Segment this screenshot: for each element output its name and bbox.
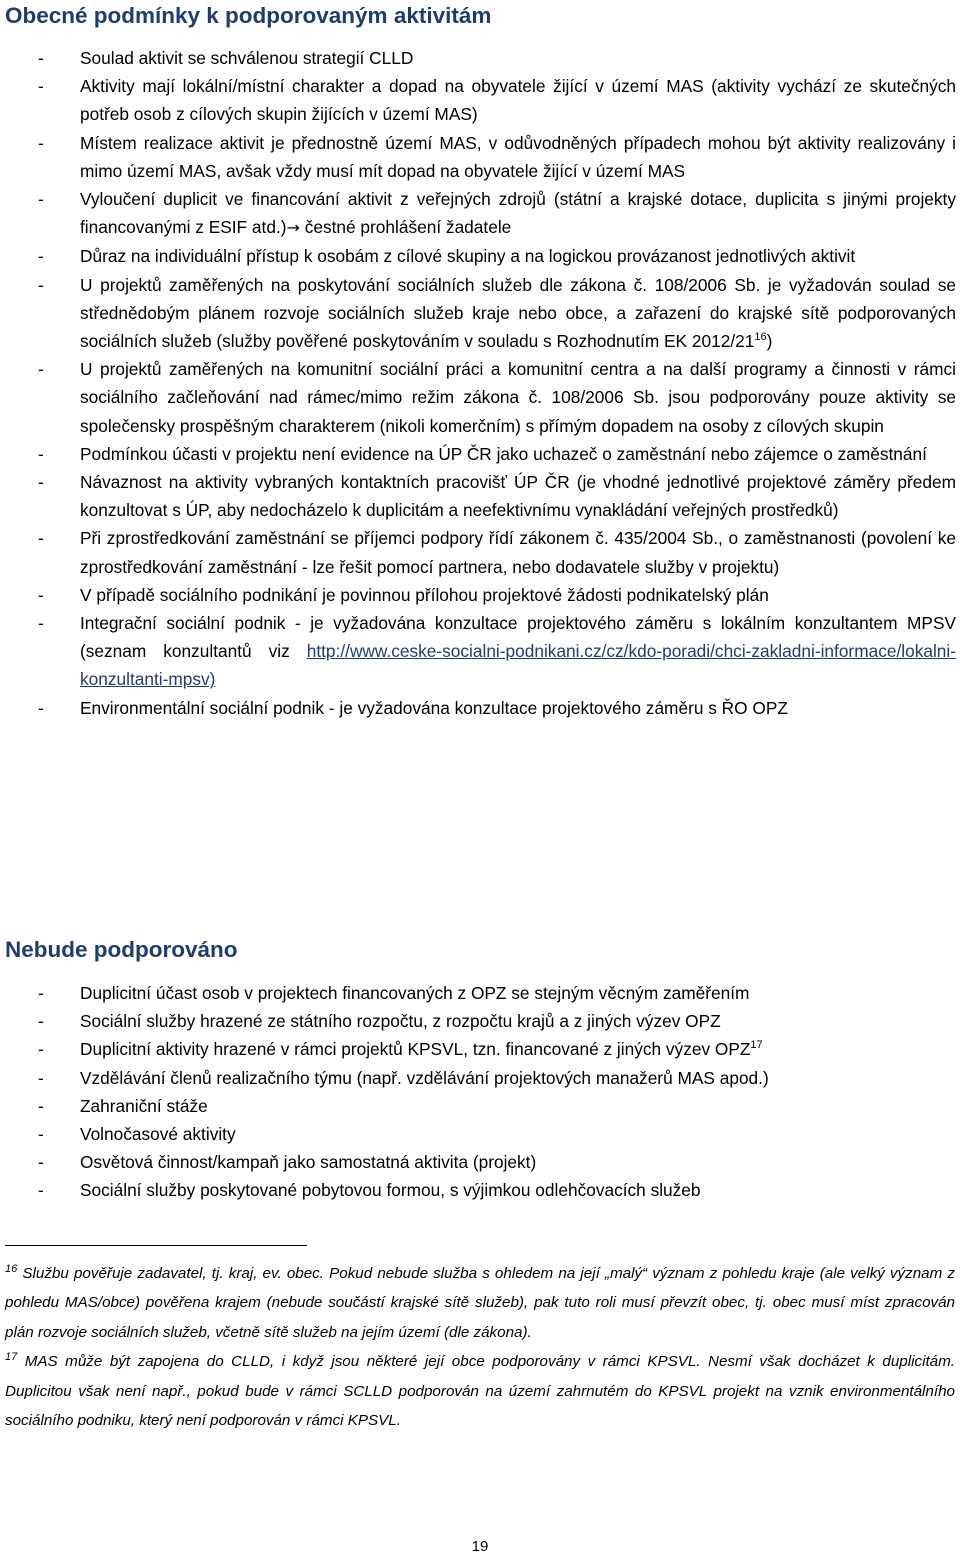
list-dash: - bbox=[38, 613, 44, 634]
footnote-ref[interactable]: 17 bbox=[750, 1039, 763, 1052]
list-item-text: Důraz na individuální přístup k osobám z cílové skupiny a na logickou provázanost jednotlivých aktivit bbox=[80, 246, 856, 267]
list-dash: - bbox=[38, 528, 44, 549]
not-supported-list bbox=[0, 979, 960, 1205]
list-item bbox=[0, 694, 960, 722]
consultants-link[interactable]: http://www.ceske-socialni-podnikani.cz/cz/kdo-poradi/chci-zakladni-informace/lokalni-konzultanti-mpsv) bbox=[80, 641, 956, 690]
list-item bbox=[0, 1092, 960, 1120]
list-item bbox=[0, 1064, 960, 1092]
list-item-text: Sociální služby poskytované pobytovou formou, s výjimkou odlehčovacích služeb bbox=[80, 1180, 701, 1201]
supported-conditions-list bbox=[0, 44, 960, 722]
list-dash: - bbox=[38, 983, 44, 1003]
list-item-text: V případě sociálního podnikání je povinnou přílohou projektové žádosti podnikatelský plán bbox=[80, 584, 769, 605]
list-dash: - bbox=[38, 48, 44, 68]
footnote-number: 16 bbox=[5, 1262, 18, 1275]
list-dash: - bbox=[38, 76, 44, 97]
list-item-text: Sociální služby hrazené ze státního rozpočtu, z rozpočtu krajů a z jiných výzev OPZ bbox=[80, 1011, 721, 1032]
list-dash: - bbox=[38, 584, 44, 605]
list-dash: - bbox=[38, 189, 44, 210]
footnote-number: 17 bbox=[5, 1351, 18, 1364]
declaration-text: čestné prohlášení žadatele bbox=[299, 217, 512, 238]
footnote-text: MAS může být zapojena do CLLD, i když jsou některé její obce podporovány v rámci KPSVL. Nesmí však docházet k duplicitám. Duplicitou však není např., pokud bude v rámci SCLLD podporován na území zahrnutém do KPSVL projekt na vznik environmentálního sociálního podniku, který není podporován v rámci KPSVL. bbox=[5, 1353, 955, 1430]
list-item-text: Zahraniční stáže bbox=[80, 1095, 208, 1116]
list-item bbox=[0, 1035, 960, 1063]
footnote-text: Službu pověřuje zadavatel, tj. kraj, ev. obec. Pokud nebude služba s ohledem na její „malý“ význam z pohledu kraje (ale velký význam z pohledu MAS/obce) pověřena krajem (nebude součástí krajské sítě služeb), pak tuto roli musí převzít obec, tj. obec musí míst zpracován plán rozvoje sociálních služeb, včetně sítě služeb na jejím území (dle zákona). bbox=[5, 1265, 955, 1341]
footnote-separator bbox=[5, 1245, 307, 1246]
list-dash: - bbox=[38, 1011, 44, 1032]
list-item bbox=[0, 355, 960, 440]
list-item-text: Podmínkou účasti v projektu není evidence na ÚP ČR jako uchazeč o zaměstnání nebo zájemce o zaměstnání bbox=[80, 443, 927, 464]
list-item bbox=[0, 185, 960, 242]
list-item bbox=[0, 271, 960, 356]
list-dash: - bbox=[38, 472, 44, 493]
footnote bbox=[5, 1347, 955, 1435]
list-item bbox=[0, 1007, 960, 1035]
list-item-text: U projektů zaměřených na komunitní sociální práci a komunitní centra a na další programy a činnosti v rámci sociálního začleňování nad rámec/mimo režim zákona č. 108/2006 Sb. jsou podporovány pouze aktivity se společensky prospěšným charakterem (nikoli komerčním) s přímým dopadem na osoby z cílových skupin bbox=[80, 359, 956, 436]
list-item bbox=[0, 72, 960, 128]
list-dash: - bbox=[38, 1067, 44, 1088]
list-item bbox=[0, 581, 960, 609]
footnotes bbox=[5, 1259, 955, 1435]
list-dash: - bbox=[38, 1124, 44, 1145]
list-dash: - bbox=[38, 132, 44, 153]
section-heading-supported: Obecné podmínky k podporovaným aktivitám bbox=[5, 3, 492, 28]
list-item bbox=[0, 609, 960, 694]
list-item-text: Vyloučení duplicit ve financování aktivit z veřejných zdrojů (státní a krajské dotace, duplicita s jinými projekty financovanými z ESIF atd.) bbox=[80, 189, 956, 238]
list-item bbox=[0, 440, 960, 468]
list-dash: - bbox=[38, 1152, 44, 1173]
list-item bbox=[0, 44, 960, 72]
list-item-text: Duplicitní účast osob v projektech financovaných z OPZ se stejným věcným zaměřením bbox=[80, 983, 750, 1003]
list-item-text: Osvětová činnost/kampaň jako samostatná aktivita (projekt) bbox=[80, 1152, 537, 1173]
list-item bbox=[0, 524, 960, 580]
list-dash: - bbox=[38, 443, 44, 464]
list-item-text: Místem realizace aktivit je přednostně území MAS, v odůvodněných případech mohou být aktivity realizovány i mimo území MAS, avšak vždy musí mít dopad na obyvatele žijící v území MAS bbox=[80, 132, 956, 181]
footnote bbox=[5, 1259, 955, 1347]
arrow-right-icon: → bbox=[286, 218, 300, 238]
list-item-text: U projektů zaměřených na poskytování sociálních služeb dle zákona č. 108/2006 Sb. je vyžadován soulad se střednědobým plánem rozvoje sociálních služeb kraje nebo obce, a zařazení do krajské sítě podporovaných sociálních služeb (služby pověřené poskytováním v souladu s Rozhodnutím EK 2012/21 bbox=[80, 274, 956, 352]
list-item-text: Aktivity mají lokální/místní charakter a dopad na obyvatele žijící v území MAS (aktivity vychází ze skutečných potřeb osob z cílových skupin žijících v území MAS) bbox=[80, 76, 956, 125]
list-item bbox=[0, 979, 960, 1007]
list-item bbox=[0, 468, 960, 524]
list-item-text: Volnočasové aktivity bbox=[80, 1124, 236, 1145]
list-item bbox=[0, 1120, 960, 1148]
list-dash: - bbox=[38, 1095, 44, 1116]
list-dash: - bbox=[38, 246, 44, 267]
list-item bbox=[0, 1148, 960, 1176]
list-item-text: Vzdělávání členů realizačního týmu (např. vzdělávání projektových manažerů MAS apod.) bbox=[80, 1067, 769, 1088]
list-item bbox=[0, 242, 960, 270]
page-number: 19 bbox=[471, 1538, 489, 1555]
list-item-text: Integrační sociální podnik - je vyžadována konzultace projektového záměru s lokálním konzultantem MPSV (seznam konzultantů viz bbox=[80, 613, 956, 662]
list-item-text: Environmentální sociální podnik - je vyžadována konzultace projektového záměru s ŘO OPZ bbox=[80, 697, 788, 718]
list-item-text: Návaznost na aktivity vybraných kontaktních pracovišť ÚP ČR (je vhodné jednotlivé projektové záměry předem konzultovat s ÚP, aby nedocházelo k duplicitám a neefektivnímu vynakládání veřejných prostředků) bbox=[80, 472, 956, 521]
list-item-text: Duplicitní aktivity hrazené v rámci projektů KPSVL, tzn. financované z jiných výzev OPZ bbox=[80, 1039, 751, 1060]
list-dash: - bbox=[38, 697, 44, 718]
list-dash: - bbox=[38, 1180, 44, 1201]
list-item bbox=[0, 129, 960, 185]
list-dash: - bbox=[38, 1039, 44, 1060]
list-dash: - bbox=[38, 359, 44, 380]
list-dash: - bbox=[38, 274, 44, 295]
list-item-text: Při zprostředkování zaměstnání se příjemci podpory řídí zákonem č. 435/2004 Sb., o zaměstnanosti (povolení ke zprostředkování zaměstnání - lze řešit pomocí partnera, nebo dodavatele služby v projektu) bbox=[80, 528, 956, 577]
list-item-text: Soulad aktivit se schválenou strategií CLLD bbox=[80, 48, 414, 68]
closing-paren: ) bbox=[766, 331, 773, 352]
footnote-ref[interactable]: 16 bbox=[754, 331, 767, 344]
list-item bbox=[0, 1176, 960, 1204]
section-heading-not-supported: Nebude podporováno bbox=[5, 937, 238, 962]
